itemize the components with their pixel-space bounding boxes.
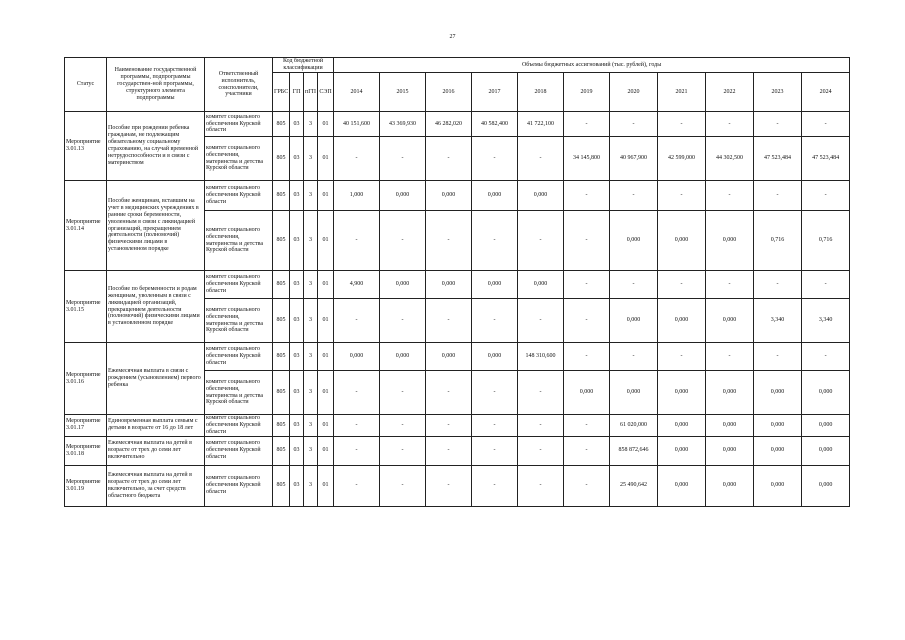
- budget-table: [64, 57, 850, 507]
- table-header: [65, 58, 850, 112]
- code-cell: 01: [318, 415, 334, 437]
- value-cell: -: [706, 112, 754, 137]
- value-cell: -: [802, 343, 850, 371]
- code-cell: 805: [273, 415, 290, 437]
- code-cell: 03: [290, 465, 304, 506]
- code-cell: 3: [304, 211, 318, 271]
- status-cell: Мероприятие 3.01.19: [65, 465, 107, 506]
- code-cell: 3: [304, 415, 318, 437]
- value-cell: -: [706, 181, 754, 211]
- value-cell: 0,000: [472, 271, 518, 299]
- value-cell: -: [610, 271, 658, 299]
- value-cell: 44 302,500: [706, 137, 754, 181]
- code-cell: 3: [304, 343, 318, 371]
- value-cell: 0,000: [564, 371, 610, 415]
- code-cell: 805: [273, 211, 290, 271]
- value-cell: -: [426, 436, 472, 465]
- value-cell: 47 523,484: [754, 137, 802, 181]
- header-year: 2024: [802, 73, 850, 112]
- code-cell: 01: [318, 465, 334, 506]
- code-cell: 03: [290, 415, 304, 437]
- value-cell: 0,000: [706, 299, 754, 343]
- name-cell: Единовременная выплата семьям с детьми в возрасте от 16 до 18 лет: [107, 415, 205, 437]
- status-cell: Мероприятие 3.01.14: [65, 181, 107, 271]
- header-code-group: Код бюджетной классификации: [273, 58, 334, 73]
- executor-cell: комитет социального обеспечения Курской области: [205, 436, 273, 465]
- value-cell: 0,000: [802, 371, 850, 415]
- value-cell: -: [472, 211, 518, 271]
- code-cell: 03: [290, 211, 304, 271]
- value-cell: -: [334, 211, 380, 271]
- value-cell: -: [564, 211, 610, 271]
- header-executor: Ответственный исполнитель, соисполнители, участники: [205, 58, 273, 112]
- value-cell: 61 020,000: [610, 415, 658, 437]
- table-row: [65, 181, 850, 211]
- header-year: 2018: [518, 73, 564, 112]
- header-code-sep: СЭП: [318, 73, 334, 112]
- value-cell: 43 369,930: [380, 112, 426, 137]
- code-cell: 03: [290, 112, 304, 137]
- executor-cell: комитет социального обеспечения, материнства и детства Курской области: [205, 299, 273, 343]
- value-cell: 0,000: [802, 465, 850, 506]
- value-cell: 0,000: [706, 465, 754, 506]
- code-cell: 3: [304, 181, 318, 211]
- value-cell: -: [658, 343, 706, 371]
- status-cell: Мероприятие 3.01.13: [65, 112, 107, 181]
- value-cell: 0,000: [658, 415, 706, 437]
- value-cell: -: [426, 211, 472, 271]
- table-row: [65, 465, 850, 506]
- code-cell: 01: [318, 137, 334, 181]
- value-cell: 858 872,646: [610, 436, 658, 465]
- value-cell: 0,000: [706, 211, 754, 271]
- value-cell: 0,000: [658, 299, 706, 343]
- code-cell: 03: [290, 371, 304, 415]
- value-cell: 3,340: [802, 299, 850, 343]
- header-name: Наименование государственной программы, подпрограммы государствен-ной программы, структурного элемента подпрограммы: [107, 58, 205, 112]
- executor-cell: комитет социального обеспечения, материнства и детства Курской области: [205, 371, 273, 415]
- value-cell: -: [518, 436, 564, 465]
- table-row: [65, 415, 850, 437]
- code-cell: 805: [273, 271, 290, 299]
- value-cell: -: [380, 137, 426, 181]
- value-cell: 0,000: [658, 436, 706, 465]
- value-cell: 0,000: [754, 371, 802, 415]
- status-cell: Мероприятие 3.01.18: [65, 436, 107, 465]
- value-cell: 0,000: [610, 211, 658, 271]
- value-cell: -: [472, 371, 518, 415]
- header-year: 2021: [658, 73, 706, 112]
- value-cell: -: [334, 371, 380, 415]
- header-status: Статус: [65, 58, 107, 112]
- table-row: [65, 436, 850, 465]
- executor-cell: комитет социального обеспечения Курской области: [205, 112, 273, 137]
- code-cell: 805: [273, 181, 290, 211]
- value-cell: -: [426, 299, 472, 343]
- value-cell: 0,000: [426, 271, 472, 299]
- header-volumes-group: Объемы бюджетных ассигнований (тыс. рублей), годы: [334, 58, 850, 73]
- status-cell: Мероприятие 3.01.15: [65, 271, 107, 343]
- header-code-gp: ГП: [290, 73, 304, 112]
- value-cell: 0,000: [472, 181, 518, 211]
- code-cell: 01: [318, 436, 334, 465]
- value-cell: -: [334, 415, 380, 437]
- value-cell: 0,716: [754, 211, 802, 271]
- header-year: 2017: [472, 73, 518, 112]
- executor-cell: комитет социального обеспечения Курской области: [205, 465, 273, 506]
- value-cell: -: [518, 299, 564, 343]
- value-cell: -: [426, 137, 472, 181]
- code-cell: 3: [304, 299, 318, 343]
- code-cell: 01: [318, 211, 334, 271]
- value-cell: -: [564, 436, 610, 465]
- value-cell: -: [426, 371, 472, 415]
- code-cell: 805: [273, 371, 290, 415]
- value-cell: 0,000: [754, 436, 802, 465]
- value-cell: -: [610, 112, 658, 137]
- table-row: [65, 343, 850, 371]
- value-cell: 34 145,800: [564, 137, 610, 181]
- value-cell: -: [518, 371, 564, 415]
- value-cell: -: [706, 343, 754, 371]
- code-cell: 805: [273, 299, 290, 343]
- value-cell: 1,000: [334, 181, 380, 211]
- value-cell: -: [610, 343, 658, 371]
- code-cell: 03: [290, 343, 304, 371]
- value-cell: 46 282,020: [426, 112, 472, 137]
- value-cell: 0,000: [380, 343, 426, 371]
- code-cell: 805: [273, 436, 290, 465]
- value-cell: -: [472, 436, 518, 465]
- value-cell: -: [426, 465, 472, 506]
- header-year: 2015: [380, 73, 426, 112]
- value-cell: 0,000: [754, 415, 802, 437]
- value-cell: 0,000: [426, 181, 472, 211]
- value-cell: -: [564, 299, 610, 343]
- value-cell: -: [518, 137, 564, 181]
- header-code-pgp: пГП: [304, 73, 318, 112]
- value-cell: 0,000: [658, 371, 706, 415]
- value-cell: 25 490,642: [610, 465, 658, 506]
- value-cell: -: [426, 415, 472, 437]
- value-cell: 0,000: [706, 436, 754, 465]
- code-cell: 01: [318, 371, 334, 415]
- value-cell: -: [380, 436, 426, 465]
- value-cell: -: [380, 371, 426, 415]
- value-cell: -: [564, 343, 610, 371]
- value-cell: -: [564, 181, 610, 211]
- value-cell: -: [658, 112, 706, 137]
- value-cell: 0,000: [802, 436, 850, 465]
- value-cell: 47 523,484: [802, 137, 850, 181]
- value-cell: -: [802, 112, 850, 137]
- value-cell: -: [610, 181, 658, 211]
- value-cell: 0,000: [754, 465, 802, 506]
- header-year: 2016: [426, 73, 472, 112]
- code-cell: 03: [290, 137, 304, 181]
- name-cell: Пособие женщинам, вставшим на учет в медицинских учреждениях в ранние сроки беременности, уволенным в связи с ликвидацией организаций, прекращением деятельности (полномочий) физическими лицами в установленном порядке: [107, 181, 205, 271]
- value-cell: -: [658, 271, 706, 299]
- value-cell: 0,000: [472, 343, 518, 371]
- code-cell: 01: [318, 112, 334, 137]
- value-cell: 40 582,400: [472, 112, 518, 137]
- value-cell: -: [564, 112, 610, 137]
- code-cell: 3: [304, 112, 318, 137]
- value-cell: 0,000: [706, 415, 754, 437]
- value-cell: 0,000: [658, 211, 706, 271]
- executor-cell: комитет социального обеспечения, материнства и детства Курской области: [205, 211, 273, 271]
- code-cell: 03: [290, 181, 304, 211]
- name-cell: Ежемесячная выплата в связи с рождением (усыновлением) первого ребенка: [107, 343, 205, 415]
- page-number: 27: [449, 34, 456, 40]
- value-cell: -: [564, 465, 610, 506]
- value-cell: 0,000: [658, 465, 706, 506]
- value-cell: 0,000: [802, 415, 850, 437]
- value-cell: -: [472, 465, 518, 506]
- value-cell: 41 722,100: [518, 112, 564, 137]
- header-code-grbs: ГРБС: [273, 73, 290, 112]
- value-cell: -: [380, 211, 426, 271]
- value-cell: 0,000: [706, 371, 754, 415]
- code-cell: 01: [318, 181, 334, 211]
- status-cell: Мероприятие 3.01.17: [65, 415, 107, 437]
- code-cell: 3: [304, 271, 318, 299]
- value-cell: -: [754, 343, 802, 371]
- code-cell: 01: [318, 299, 334, 343]
- executor-cell: комитет социального обеспечения Курской области: [205, 271, 273, 299]
- status-cell: Мероприятие 3.01.16: [65, 343, 107, 415]
- value-cell: 0,716: [802, 211, 850, 271]
- code-cell: 3: [304, 436, 318, 465]
- value-cell: 4,900: [334, 271, 380, 299]
- code-cell: 805: [273, 343, 290, 371]
- value-cell: 0,000: [610, 299, 658, 343]
- value-cell: -: [380, 465, 426, 506]
- table-row: [65, 112, 850, 137]
- name-cell: Ежемесячная выплата на детей в возрасте от трех до семи лет включительно: [107, 436, 205, 465]
- value-cell: 42 599,000: [658, 137, 706, 181]
- code-cell: 03: [290, 271, 304, 299]
- value-cell: 0,000: [518, 271, 564, 299]
- value-cell: -: [754, 181, 802, 211]
- value-cell: 40 967,900: [610, 137, 658, 181]
- executor-cell: комитет социального обеспечения Курской области: [205, 181, 273, 211]
- value-cell: -: [564, 415, 610, 437]
- value-cell: -: [564, 271, 610, 299]
- value-cell: -: [380, 415, 426, 437]
- value-cell: 0,000: [380, 271, 426, 299]
- code-cell: 3: [304, 465, 318, 506]
- executor-cell: комитет социального обеспечения, материнства и детства Курской области: [205, 137, 273, 181]
- value-cell: -: [334, 299, 380, 343]
- value-cell: -: [472, 415, 518, 437]
- value-cell: -: [802, 181, 850, 211]
- value-cell: -: [754, 112, 802, 137]
- value-cell: -: [658, 181, 706, 211]
- table-row: [65, 271, 850, 299]
- value-cell: -: [802, 271, 850, 299]
- value-cell: -: [334, 465, 380, 506]
- code-cell: 805: [273, 112, 290, 137]
- code-cell: 3: [304, 137, 318, 181]
- value-cell: -: [518, 465, 564, 506]
- code-cell: 805: [273, 465, 290, 506]
- value-cell: 40 151,600: [334, 112, 380, 137]
- value-cell: 0,000: [610, 371, 658, 415]
- value-cell: -: [754, 271, 802, 299]
- value-cell: -: [706, 271, 754, 299]
- value-cell: -: [472, 299, 518, 343]
- name-cell: Ежемесячная выплата на детей в возрасте от трех до семи лет включительно, за счет средств областного бюджета: [107, 465, 205, 506]
- value-cell: -: [380, 299, 426, 343]
- value-cell: -: [334, 137, 380, 181]
- value-cell: -: [334, 436, 380, 465]
- value-cell: -: [472, 137, 518, 181]
- value-cell: 0,000: [380, 181, 426, 211]
- code-cell: 03: [290, 299, 304, 343]
- header-year: 2022: [706, 73, 754, 112]
- header-year: 2023: [754, 73, 802, 112]
- executor-cell: комитет социального обеспечения Курской области: [205, 343, 273, 371]
- value-cell: 148 310,600: [518, 343, 564, 371]
- code-cell: 01: [318, 271, 334, 299]
- value-cell: 3,340: [754, 299, 802, 343]
- header-year: 2019: [564, 73, 610, 112]
- code-cell: 01: [318, 343, 334, 371]
- name-cell: Пособие при рождении ребенка гражданам, не подлежащим обязательному социальному страхованию, на случай временной нетрудоспособности и в связи с материнством: [107, 112, 205, 181]
- value-cell: 0,000: [334, 343, 380, 371]
- value-cell: 0,000: [518, 181, 564, 211]
- table-body: [65, 112, 850, 507]
- header-year: 2014: [334, 73, 380, 112]
- executor-cell: комитет социального обеспечения Курской области: [205, 415, 273, 437]
- header-year: 2020: [610, 73, 658, 112]
- code-cell: 805: [273, 137, 290, 181]
- value-cell: -: [518, 211, 564, 271]
- code-cell: 3: [304, 371, 318, 415]
- value-cell: 0,000: [426, 343, 472, 371]
- value-cell: -: [518, 415, 564, 437]
- name-cell: Пособие по беременности и родам женщинам, уволенным в связи с ликвидацией организаций, прекращением деятельности (полномочий) физическими лицами в установленном порядке: [107, 271, 205, 343]
- code-cell: 03: [290, 436, 304, 465]
